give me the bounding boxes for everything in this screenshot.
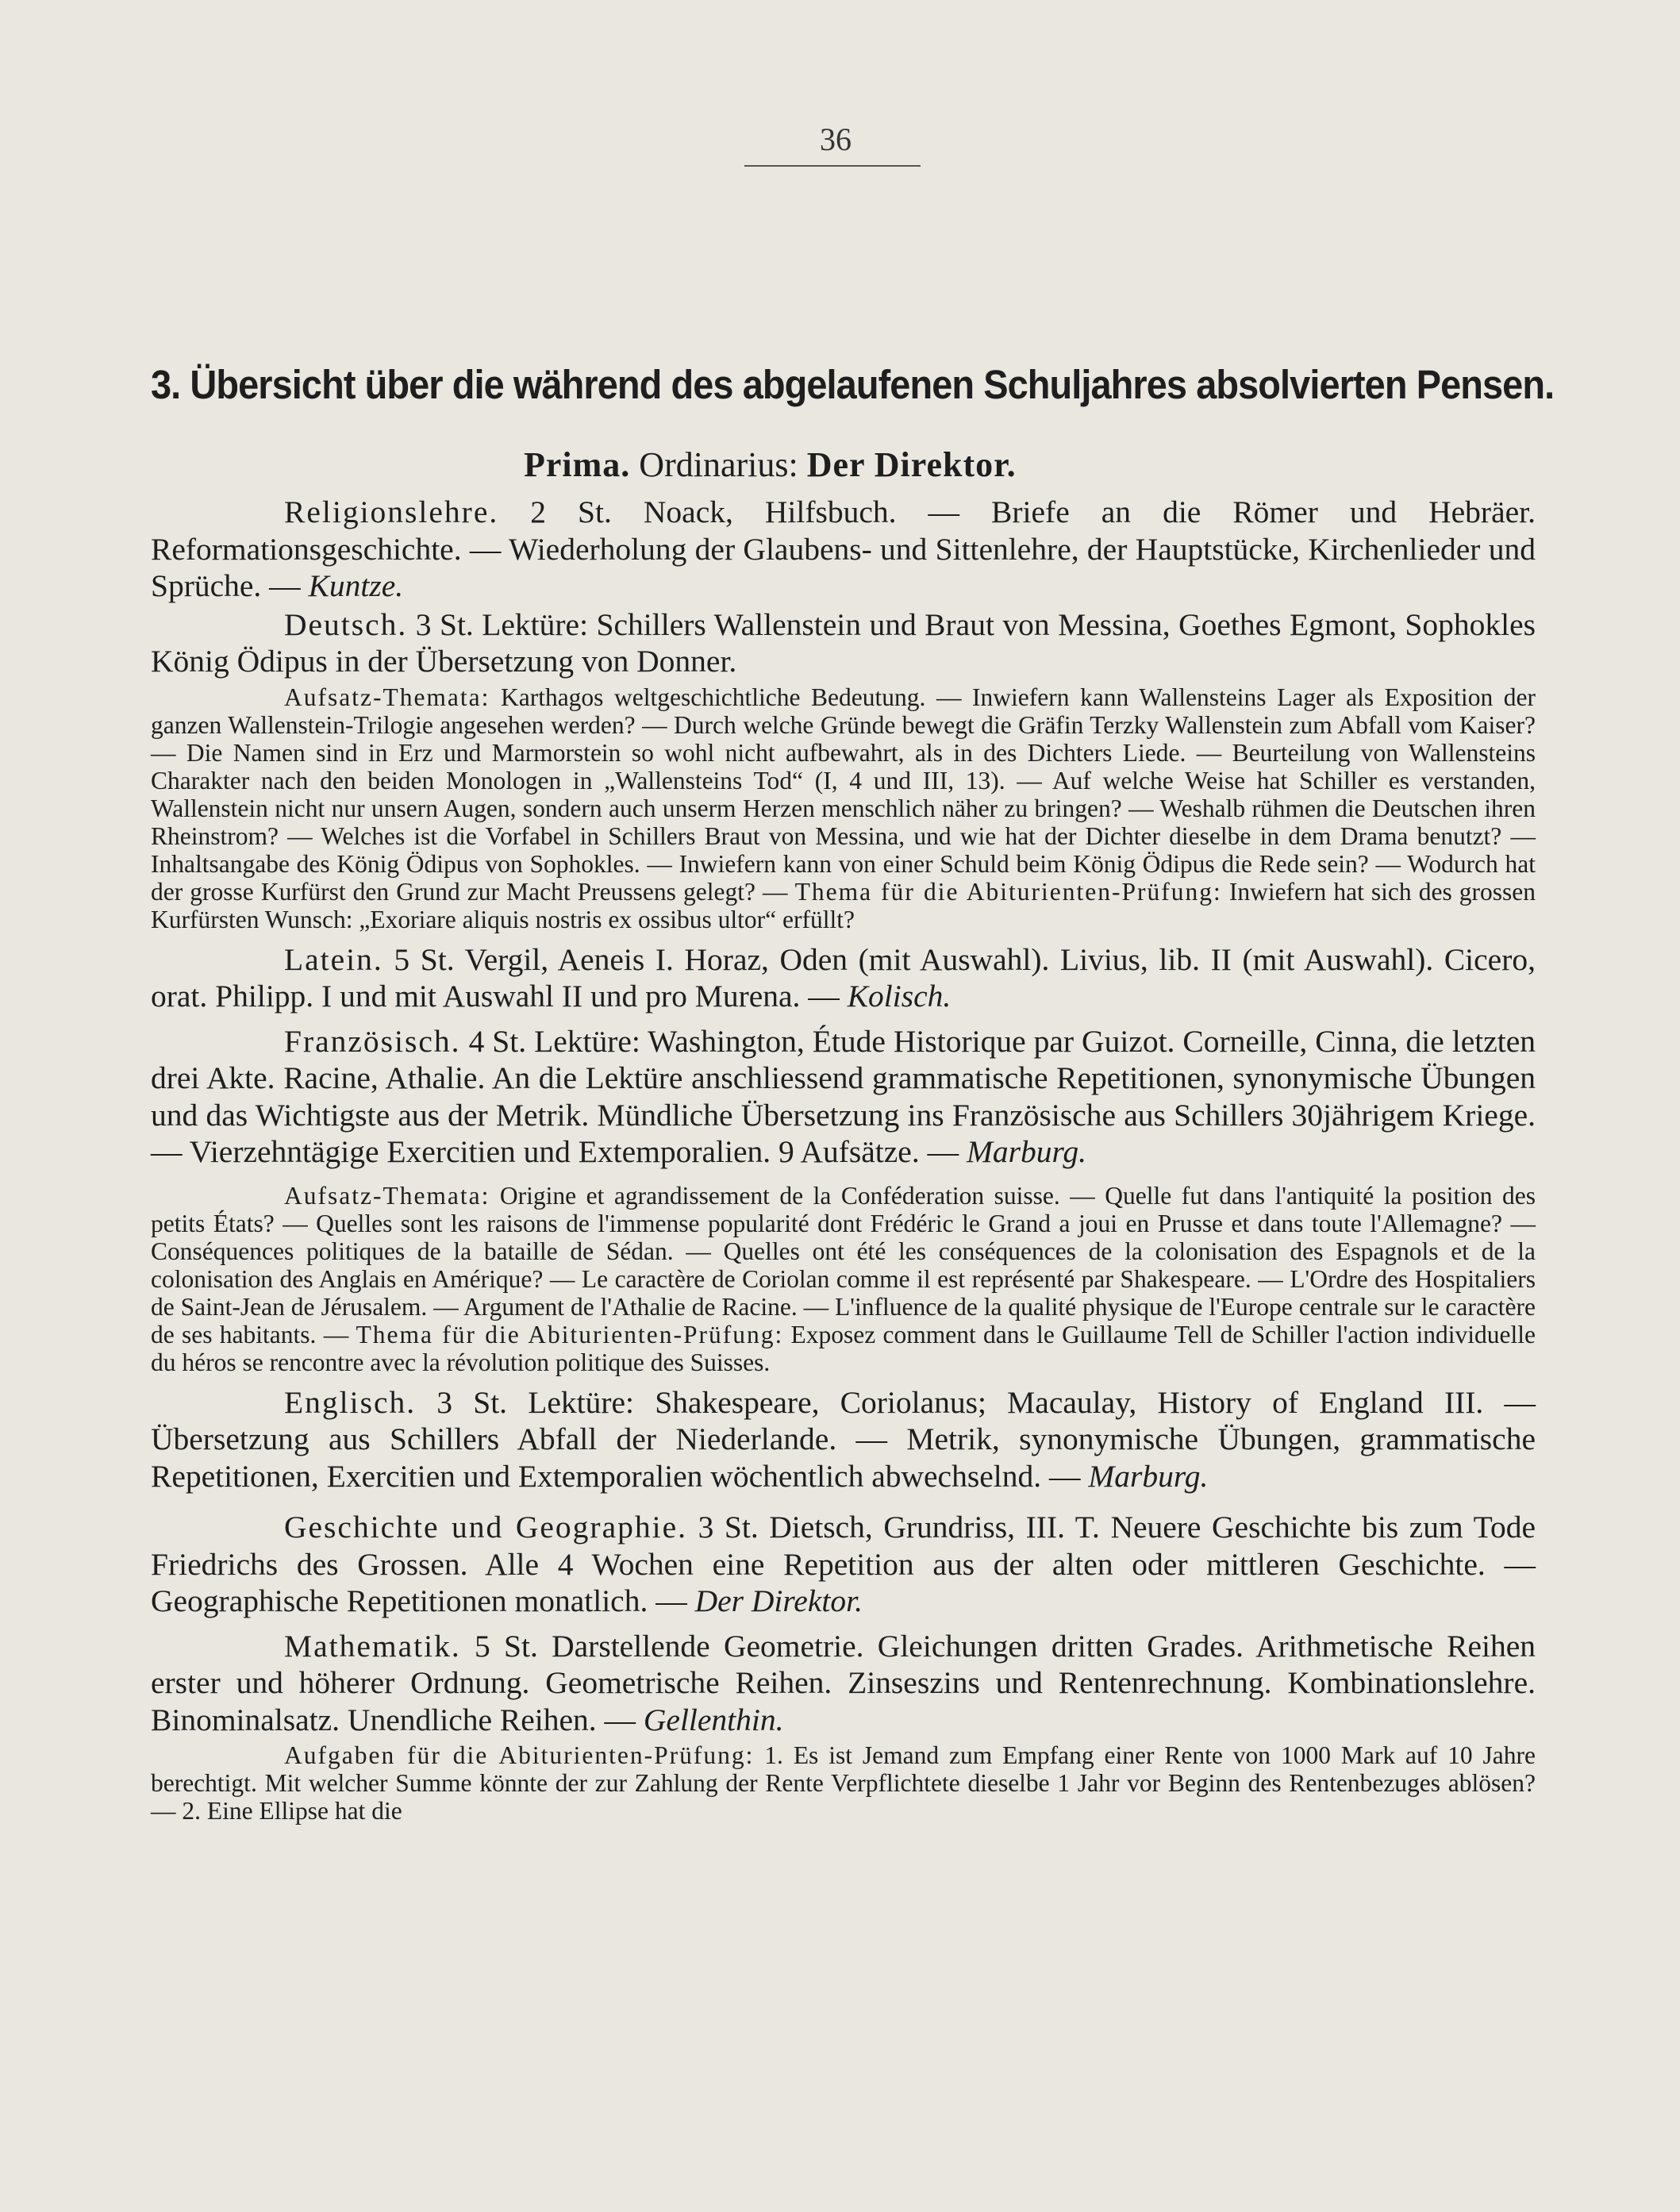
subject-teacher: Marburg.: [966, 1134, 1087, 1169]
subject-deutsch: [151, 606, 1536, 680]
essay-topics-label: Aufsatz-Themata:: [284, 1181, 490, 1210]
subject-teacher: Kolisch.: [847, 979, 951, 1014]
page-number-rule: [744, 165, 921, 167]
subject-text: 2 St. Noack, Hilfsbuch. — Briefe an die Römer und Hebräer. Reformationsgeschichte. — Wiederholung der Glaubens- und Sittenlehre, der Hauptstücke, Kirchenlieder und Sprüche. —: [151, 494, 1536, 603]
subject-text: 5 St. Vergil, Aeneis I. Horaz, Oden (mit Auswahl). Livius, lib. II (mit Auswahl). Cicero, orat. Philipp. I und mit Auswahl II und pro Murena. —: [151, 941, 1536, 1014]
essay-topics-label: Aufsatz-Themata:: [284, 683, 490, 711]
subject-name: Geschichte und Geographie.: [284, 1510, 687, 1545]
class-heading: [524, 444, 1238, 485]
subject-religion: [151, 494, 1536, 605]
subject-teacher: Gellenthin.: [643, 1702, 784, 1737]
exam-topic-text: Inwiefern hat sich des grossen Kurfürsten Wunsch: „Exoriare aliquis nostris ex ossibus ultor“ erfüllt?: [151, 877, 1536, 933]
ordinarius-label: Ordinarius:: [639, 445, 798, 484]
essay-topics-text: Origine et agrandissement de la Conféderation suisse. — Quelle fut dans l'antiquité la position des petits États? — Quelles sont les raisons de l'immense popularité dont Frédéric le Grand a joui en Prusse et dans toute l'Allemagne? — Conséquences politiques de la bataille de Sédan. — Quelles ont été les conséquences de la colonisation des Espagnols et de la colonisation des Anglais en Amérique? — Le caractère de Coriolan comme il est représenté par Shakespeare. — L'Ordre des Hospitaliers de Saint-Jean de Jérusalem. — Argument de l'Athalie de Racine. — L'influence de la qualité physique de l'Europe centrale sur le caractère de ses habitants. —: [151, 1181, 1536, 1348]
subject-englisch: [151, 1384, 1536, 1495]
subject-text: 5 St. Darstellende Geometrie. Gleichungen dritten Grades. Arithmetische Reihen erster und höherer Ordnung. Geometrische Reihen. Zinseszins und Rentenrechnung. Kombinationslehre. Binominalsatz. Unendliche Reihen. —: [151, 1628, 1536, 1737]
subject-latein: [151, 941, 1536, 1015]
page-number: 36: [820, 121, 852, 157]
class-label: Prima.: [524, 445, 631, 484]
franzoesisch-essay-topics: [151, 1182, 1536, 1376]
subject-mathematik: [151, 1628, 1536, 1739]
subject-text: 4 St. Lektüre: Washington, Étude Historique par Guizot. Corneille, Cinna, die letzten drei Akte. Racine, Athalie. An die Lektüre anschliessend grammatische Repetitionen, synonymische Übungen und das Wichtigste aus der Metrik. Mündliche Übersetzung ins Französische aus Schillers 30jährigem Kriege. — Vierzehntägige Exercitien und Extemporalien. 9 Aufsätze. —: [151, 1023, 1536, 1169]
subject-name: Französisch.: [284, 1023, 461, 1059]
subject-text: 3 St. Lektüre: Shakespeare, Coriolanus; Macaulay, History of England III. — Übersetzung aus Schillers Abfall der Niederlande. — Metrik, synonymische Übungen, grammatische Repetitionen, Exercitien und Extemporalien wöchentlich abwechselnd. —: [151, 1384, 1536, 1494]
subject-teacher: Marburg.: [1088, 1458, 1209, 1494]
subject-franzoesisch: [151, 1023, 1536, 1171]
essay-topics-text: Karthagos weltgeschichtliche Bedeutung. — Inwiefern kann Wallensteins Lager als Exposition der ganzen Wallenstein-Trilogie angesehen werden? — Durch welche Gründe bewegt die Gräfin Terzky Wallenstein zum Abfall vom Kaiser? — Die Namen sind in Erz und Marmorstein so wohl nicht aufbewahrt, als in des Dichters Liede. — Beurteilung von Wallensteins Charakter nach den beiden Monologen in „Wallensteins Tod“ (I, 4 und III, 13). — Auf welche Weise hat Schiller es verstanden, Wallenstein nicht nur unsern Augen, sondern auch unserm Herzen menschlich näher zu bringen? — Weshalb rühmen die Deutschen ihren Rheinstrom? — Welches ist die Vorfabel in Schillers Braut von Messina, und wie hat der Dichter dieselbe in dem Drama benutzt? — Inhaltsangabe des König Ödipus von Sophokles. — Inwiefern kann von einer Schuld beim König Ödipus die Rede sein? — Wodurch hat der grosse Kurfürst den Grund zur Macht Preussens gelegt? —: [151, 683, 1536, 906]
mathematik-exam-tasks: [151, 1741, 1536, 1825]
subject-name: Latein.: [284, 941, 383, 977]
subject-text: 3 St. Dietsch, Grundriss, III. T. Neuere Geschichte bis zum Tode Friedrichs des Grossen. Alle 4 Wochen eine Repetition aus der alten oder mittleren Geschichte. — Geographische Repetitionen monatlich. —: [151, 1510, 1536, 1618]
ordinarius-teacher: Der Direktor.: [806, 445, 1017, 484]
subject-name: Deutsch.: [284, 606, 408, 642]
exam-topic-label: Thema für die Abiturienten-Prüfung:: [794, 877, 1222, 906]
exam-topic-text: Exposez comment dans le Guillaume Tell de Schiller l'action individuelle du héros se rencontre avec la révolution politique des Suisses.: [151, 1320, 1536, 1376]
exam-topic-label: Thema für die Abiturienten-Prüfung:: [356, 1320, 784, 1348]
subject-name: Englisch.: [284, 1384, 417, 1420]
subject-teacher: Der Direktor.: [694, 1583, 863, 1618]
subject-text: 3 St. Lektüre: Schillers Wallenstein und Braut von Messina, Goethes Egmont, Sophokles König Ödipus in der Übersetzung von Donner.: [151, 606, 1536, 679]
exam-topic-text: 1. Es ist Jemand zum Empfang einer Rente von 1000 Mark auf 10 Jahre berechtigt. Mit welcher Summe könnte der zur Zahlung der Rente Verpflichtete dieselbe 1 Jahr vor Beginn des Rentenbezuges ablösen? — 2. Eine Ellipse hat die: [151, 1741, 1536, 1825]
subject-teacher: Kuntze.: [308, 568, 404, 603]
subject-name: Religionslehre.: [284, 494, 499, 529]
exam-topic-label: Aufgaben für die Abiturienten-Prüfung:: [284, 1741, 755, 1769]
subject-name: Mathematik.: [284, 1628, 461, 1664]
subject-geschichte: [151, 1509, 1536, 1620]
section-title: 3. Übersicht über die während des abgelaufenen Schuljahres absolvierten Pensen.: [151, 362, 1555, 407]
curriculum-content: [151, 494, 1536, 1825]
deutsch-essay-topics: [151, 683, 1536, 933]
